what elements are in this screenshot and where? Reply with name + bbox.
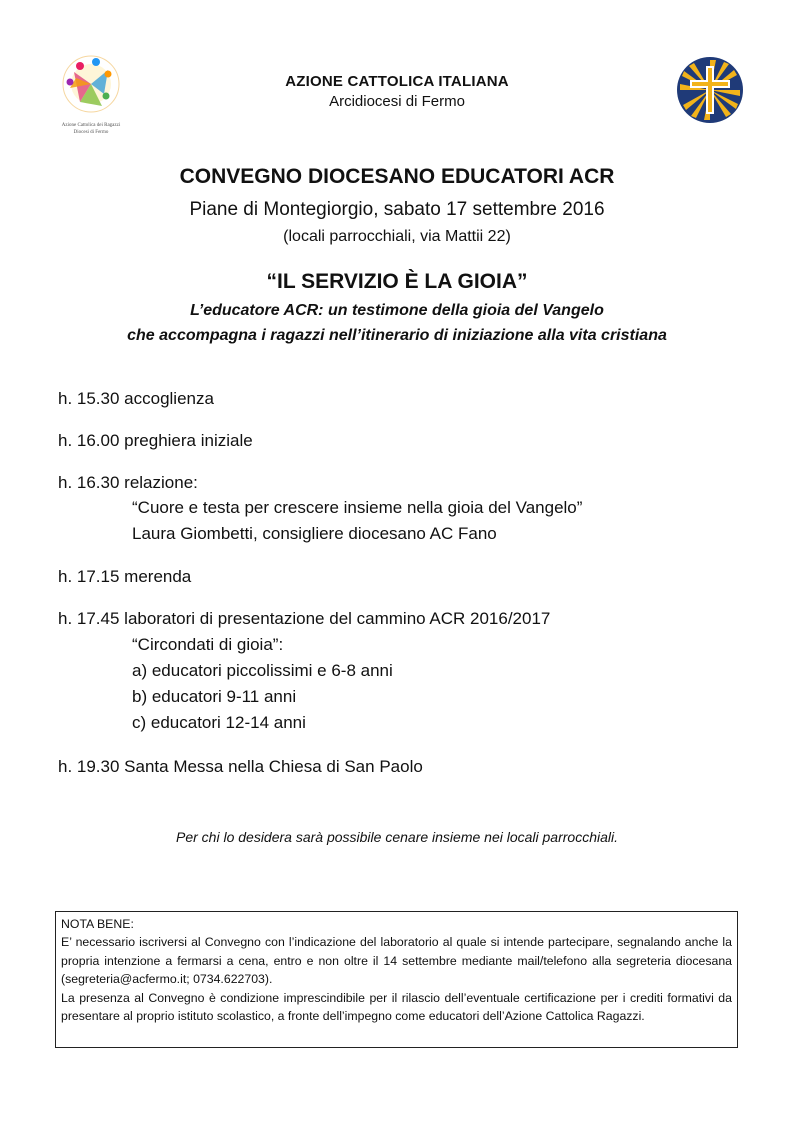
theme-subtitle-2: che accompagna i ragazzi nell’itinerario di iniziazione alla vita cristiana — [127, 327, 667, 344]
event-title: CONVEGNO DIOCESANO EDUCATORI ACR — [179, 165, 615, 188]
nota-bene-heading: NOTA BENE: — [61, 917, 134, 931]
program-item: h. 16.30 relazione: — [58, 473, 198, 492]
acr-logo-text-1: Azione Cattolica dei Ragazzi — [61, 123, 121, 128]
program-item: h. 16.00 preghiera iniziale — [58, 431, 253, 450]
theme-subtitle-1: L’educatore ACR: un testimone della gioia del Vangelo — [190, 302, 604, 319]
org-subtitle: Arcidiocesi di Fermo — [329, 93, 465, 110]
org-name: AZIONE CATTOLICA ITALIANA — [285, 73, 509, 90]
program-item: h. 15.30 accoglienza — [58, 389, 214, 408]
event-venue: (locali parrocchiali, via Mattii 22) — [283, 228, 511, 245]
event-place-date: Piane di Montegiorgio, sabato 17 settembre 2016 — [189, 199, 605, 220]
acr-logo-text-2: Diocesi di Fermo — [73, 130, 109, 135]
nota-bene-paragraph: La presenza al Convegno è condizione imprescindibile per il rilascio dell’eventuale certificazione per i crediti formativi da presentare al proprio istituto scolastico, a fronte dell’impegno come educatori dell’Azione Cattolica Ragazzi. — [61, 990, 732, 1024]
program-lab-group: b) educatori 9-11 anni — [132, 687, 297, 706]
program-item: h. 17.15 merenda — [58, 567, 192, 586]
nota-bene-paragraph: E’ necessario iscriversi al Convegno con l’indicazione del laboratorio al quale si intende partecipare, segnalando anche la propria intenzione a fermarsi a cena, entro e non oltre il 14 settembre mediante mail/telefono alla segreteria diocesana (segreteria@acfermo.it; 0734.622703). — [61, 935, 732, 987]
program-lab-group: c) educatori 12-14 anni — [132, 713, 306, 732]
program-item: h. 17.45 laboratori di presentazione del cammino ACR 2016/2017 — [58, 609, 551, 628]
azione-cattolica-logo — [676, 56, 744, 124]
program-lab-group: a) educatori piccolissimi e 6-8 anni — [132, 661, 393, 680]
program-talk-title: “Cuore e testa per crescere insieme nella gioia del Vangelo” — [132, 498, 583, 517]
program-speaker: Laura Giombetti, consigliere diocesano AC Fano — [132, 524, 497, 543]
theme-title: “IL SERVIZIO È LA GIOIA” — [266, 270, 528, 293]
nota-bene-box — [55, 911, 738, 1048]
program-item: h. 19.30 Santa Messa nella Chiesa di San Paolo — [58, 757, 423, 776]
program-lab-theme: “Circondati di gioia”: — [132, 635, 284, 654]
dinner-note: Per chi lo desidera sarà possibile cenare insieme nei locali parrocchiali. — [176, 829, 618, 845]
